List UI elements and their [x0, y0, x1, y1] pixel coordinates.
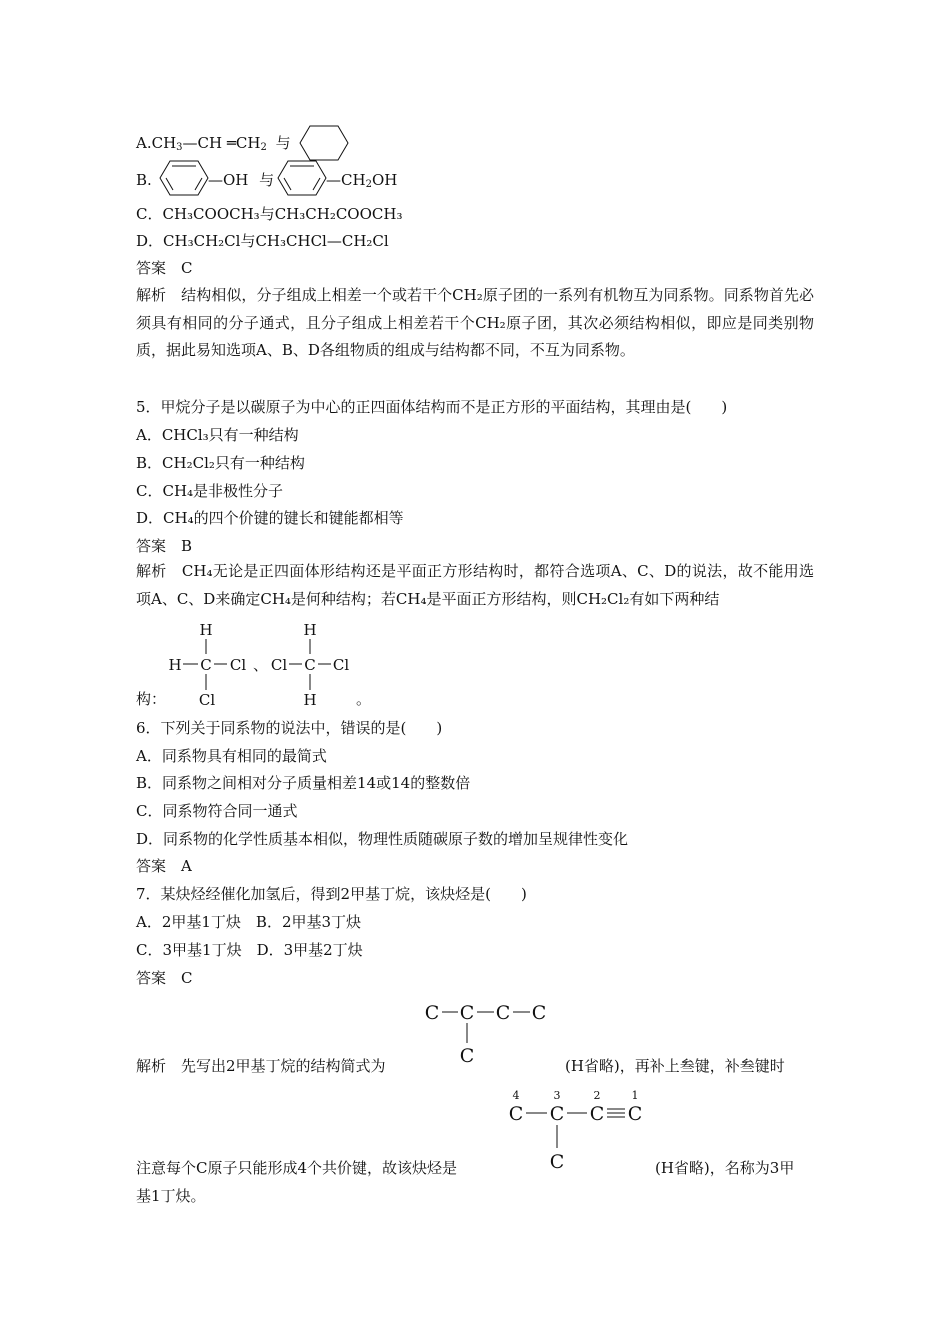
q4-option-b-with: 与	[259, 171, 275, 189]
q4-option-a-formula: $CH_3—CH$ $═CH_2$	[151, 134, 267, 153]
ch2cl2-structure-1	[165, 618, 255, 710]
q7-analysis-2b: (H省略)，名称为3甲	[655, 1159, 795, 1177]
struct2-top: H	[303, 621, 317, 639]
benzene-ring-phenol	[158, 159, 210, 197]
sk2-num-4: 4	[512, 1089, 520, 1102]
struct1-center: C	[200, 656, 212, 674]
methylbutyne-skeleton	[505, 1088, 650, 1176]
struct1-right: Cl	[229, 656, 247, 674]
q4-answer: 答案 C	[136, 259, 193, 277]
struct1-top: H	[199, 621, 213, 639]
struct1-left: H	[168, 656, 182, 674]
q6-stem: 6．下列关于同系物的说法中，错误的是( )	[136, 719, 443, 737]
q4-option-b-group1: —OH 与	[208, 171, 275, 189]
q4-option-b-group2: $—CH_2OH$	[326, 171, 398, 190]
q4-option-c: C．CH₃COOCH₃与CH₃CH₂COOCH₃	[136, 205, 403, 223]
q5-option-d: D．CH₄的四个价键的键长和键能都相等	[136, 509, 404, 527]
struct2-center: C	[304, 656, 316, 674]
q6-option-a: A．同系物具有相同的最简式	[136, 747, 327, 765]
q6-option-b: B．同系物之间相对分子质量相差14或14的整数倍	[136, 774, 471, 792]
struct1-bottom: Cl	[198, 691, 216, 709]
q7-options-row2: C．3甲基1丁炔 D．3甲基2丁炔	[136, 941, 363, 959]
q4-option-a-with: 与	[275, 134, 291, 152]
struct2-left: Cl	[270, 656, 288, 674]
q4-option-d: D．CH₃CH₂Cl与CH₃CHCl—CH₂Cl	[136, 232, 389, 250]
q4-option-b-prefix: B.	[136, 171, 152, 189]
sk1-c1: C	[424, 1002, 440, 1024]
sk2-num-1: 1	[631, 1089, 639, 1102]
q5-answer: 答案 B	[136, 537, 193, 555]
sk2-c2: C	[589, 1103, 605, 1125]
sk2-num-3: 3	[553, 1089, 561, 1102]
q4-option-b	[136, 170, 152, 190]
q5-analysis: 解析 CH₄无论是正四面体形结构还是平面正方形结构时，都符合选项A、C、D的说法，故不能用选项A、C、D来确定CH₄是何种结构；若CH₄是平面正方形结构，则CH₂Cl₂有如下两种结	[136, 562, 814, 608]
q7-analysis-2a: 注意每个C原子只能形成4个共价键，故该炔烃是	[136, 1159, 458, 1177]
q7-analysis-1b: (H省略)，再补上叁键，补叁键时	[565, 1057, 785, 1075]
q5-option-a: A．CHCl₃只有一种结构	[136, 426, 299, 444]
sk1-c2: C	[459, 1002, 475, 1024]
q5-end-mark: 。	[356, 690, 372, 708]
q6-answer: 答案 A	[136, 857, 192, 875]
q7-options-row1: A．2甲基1丁炔 B．2甲基3丁炔	[136, 913, 362, 931]
q7-analysis-3: 基1丁炔。	[136, 1187, 206, 1205]
struct2-right: Cl	[332, 656, 350, 674]
q5-option-c: C．CH₄是非极性分子	[136, 482, 284, 500]
sk2-c1: C	[627, 1103, 643, 1125]
sk2-num-2: 2	[593, 1089, 601, 1102]
q5-separator: 、	[253, 656, 269, 674]
sk1-branch: C	[459, 1045, 475, 1067]
q7-analysis-1a: 解析 先写出2甲基丁烷的结构简式为	[136, 1057, 386, 1075]
cyclohexane-ring	[298, 124, 350, 162]
sk2-c4: C	[508, 1103, 524, 1125]
q6-option-c: C．同系物符合同一通式	[136, 802, 298, 820]
methylbutane-skeleton	[420, 998, 560, 1070]
ch2cl2-structure-2	[268, 618, 358, 710]
q6-option-d: D．同系物的化学性质基本相似，物理性质随碳原子数的增加呈规律性变化	[136, 830, 629, 848]
q5-option-b: B．CH₂Cl₂只有一种结构	[136, 454, 305, 472]
struct2-bottom: H	[303, 691, 317, 709]
sk1-c3: C	[495, 1002, 511, 1024]
q4-option-a-prefix: A.	[136, 134, 152, 152]
q5-stem: 5．甲烷分子是以碳原子为中心的正四面体结构而不是正方形的平面结构，其理由是( )	[136, 398, 728, 416]
q4-option-a	[136, 133, 291, 153]
q7-stem: 7．某炔烃经催化加氢后，得到2甲基丁烷，该炔烃是( )	[136, 885, 527, 903]
q5-analysis-tail: 构：	[136, 690, 167, 708]
sk2-c3: C	[549, 1103, 565, 1125]
q7-answer: 答案 C	[136, 969, 193, 987]
sk2-branch: C	[549, 1151, 565, 1173]
sk1-c4: C	[531, 1002, 547, 1024]
benzene-ring-benzyl-alcohol	[276, 159, 328, 197]
q4-analysis: 解析 结构相似，分子组成上相差一个或若干个CH₂原子团的一系列有机物互为同系物。同系物首先必须具有相同的分子通式，且分子组成上相差若干个CH₂原子团，其次必须结构相似，即应是同类别物质，据此易知选项A、B、D各组物质的组成与结构都不同，不互为同系物。	[136, 286, 814, 359]
